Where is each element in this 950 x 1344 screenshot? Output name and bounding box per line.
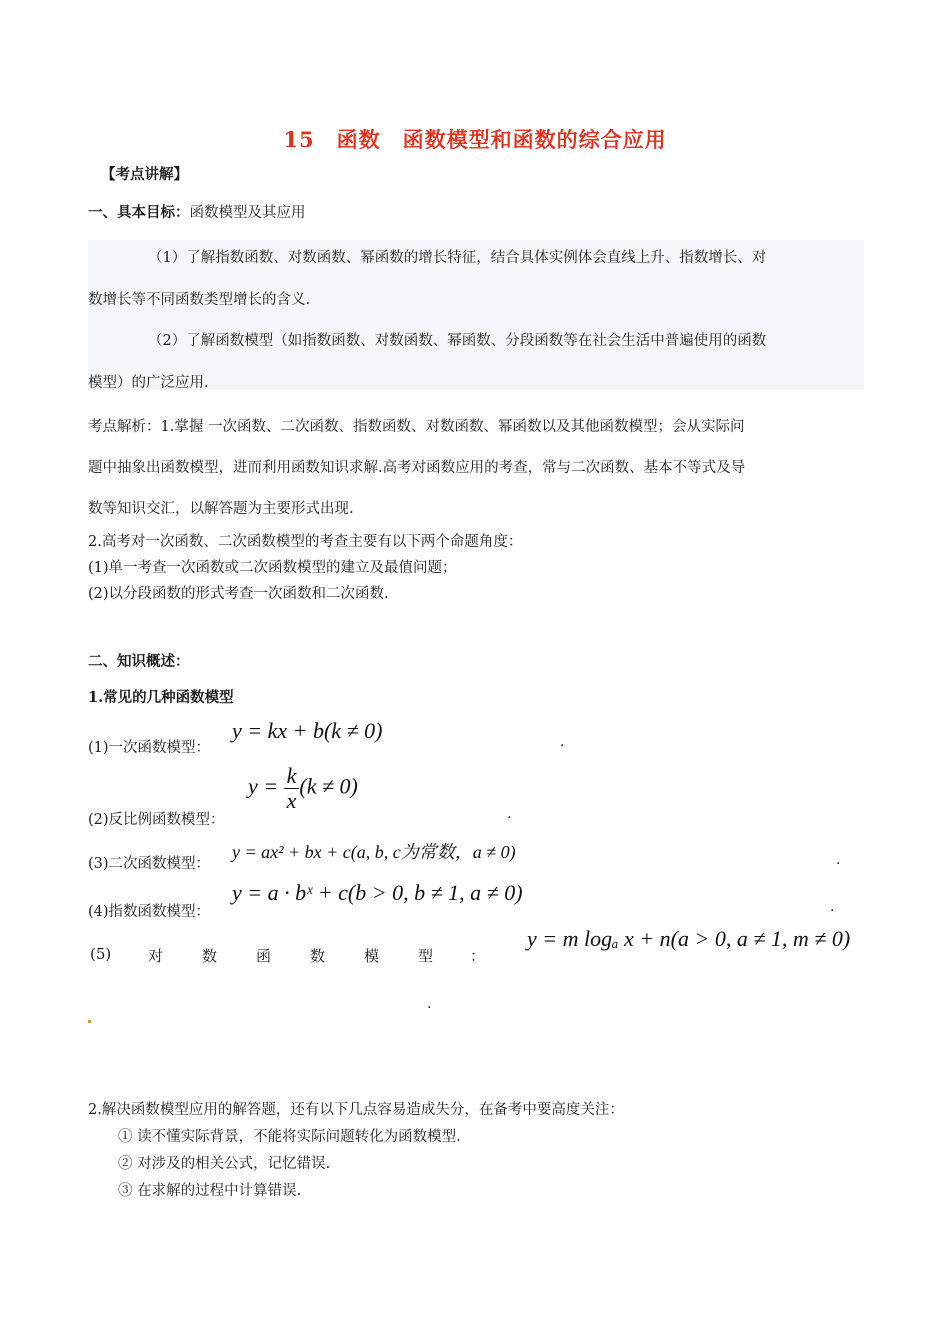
model-5-label-part: ： [470,947,486,965]
goal-item-1-line-1: （1）了解指数函数、对数函数、幂函数的增长特征，结合具体实例体会直线上升、指数增长、对 [148,250,767,266]
analysis-line-2: 题中抽象出函数模型，进而利用函数知识求解.高考对函数应用的考查，常与二次函数、基本不等式及导 [88,460,746,476]
model-3-formula: y = ax² + bx + c(a, b, c为常数，a ≠ 0) [232,842,516,862]
model-2-period: . [507,806,512,822]
analysis-sub-1: (1)单一考查一次函数或二次函数模型的建立及最值问题； [88,560,457,576]
analysis-line-1: 考点解析：1.掌握 一次函数、二次函数、指数函数、对数函数、幂函数以及其他函数模型；会从实际问 [88,419,745,435]
model-2-label: (2)反比例函数模型： [88,812,225,828]
model-5-label-part: 对 [148,947,164,965]
model-5-period: . [427,996,432,1012]
goals-text: 函数模型及其应用 [189,205,306,221]
model-3-label: (3)二次函数模型： [88,856,211,872]
knowledge-heading: 二、知识概述： [88,653,190,670]
model-5-label-part: 型 [418,947,434,965]
decorative-mark [88,1020,91,1023]
model-2-denominator: x [286,788,297,813]
model-5-label-part: (5) [90,945,112,963]
goals-line [88,201,306,222]
goals-label: 一、具本目标： [88,204,190,221]
model-1-period: . [560,734,565,750]
section-header: 【考点讲解】 [101,166,188,183]
attention-intro: 2.解决函数模型应用的解答题，还有以下几点容易造成失分，在备考中要高度关注： [88,1102,624,1118]
analysis-line-3: 数等知识交汇，以解答题为主要形式出现. [88,501,354,517]
knowledge-sub-heading: 1.常见的几种函数模型 [88,689,234,706]
analysis-point-2: 2.高考对一次函数、二次函数模型的考查主要有以下两个命题角度： [88,534,523,550]
model-5-formula: y = m logₐ x + n(a > 0, a ≠ 1, m ≠ 0) [527,926,851,951]
analysis-sub-2: (2)以分段函数的形式考查一次函数和二次函数. [88,586,389,602]
model-4-label: (4)指数函数模型： [88,904,211,920]
model-5-label-part: 数 [202,947,218,965]
model-5-label-part: 函 [256,947,272,965]
attention-item: ③ 在求解的过程中计算错误. [118,1183,302,1199]
model-3-period: . [836,852,841,868]
page-title: 15 函数 函数模型和函数的综合应用 [283,127,667,152]
model-1-label: (1)一次函数模型： [88,740,211,756]
model-2-numerator: k [284,764,300,789]
model-2-lhs: y = [248,773,279,799]
model-5-label-part: 数 [310,947,326,965]
model-2-formula [248,764,358,813]
model-4-period: . [830,899,835,915]
attention-item: ② 对涉及的相关公式，记忆错误. [118,1156,331,1172]
attention-item: ① 读不懂实际背景，不能将实际问题转化为函数模型. [118,1129,461,1145]
goal-item-1-line-2: 数增长等不同函数类型增长的含义. [88,292,311,308]
goal-item-2-line-2: 模型）的广泛应用. [88,375,209,391]
model-4-formula: y = a · bˣ + c(b > 0, b ≠ 1, a ≠ 0) [232,880,523,905]
model-2-fraction [284,764,300,813]
goal-item-2-line-1: （2）了解函数模型（如指数函数、对数函数、幂函数、分段函数等在社会生活中普遍使用的函数 [148,333,767,349]
model-2-rhs: (k ≠ 0) [299,773,358,799]
model-5-label-part: 模 [364,947,380,965]
model-1-formula: y = kx + b(k ≠ 0) [232,718,383,743]
